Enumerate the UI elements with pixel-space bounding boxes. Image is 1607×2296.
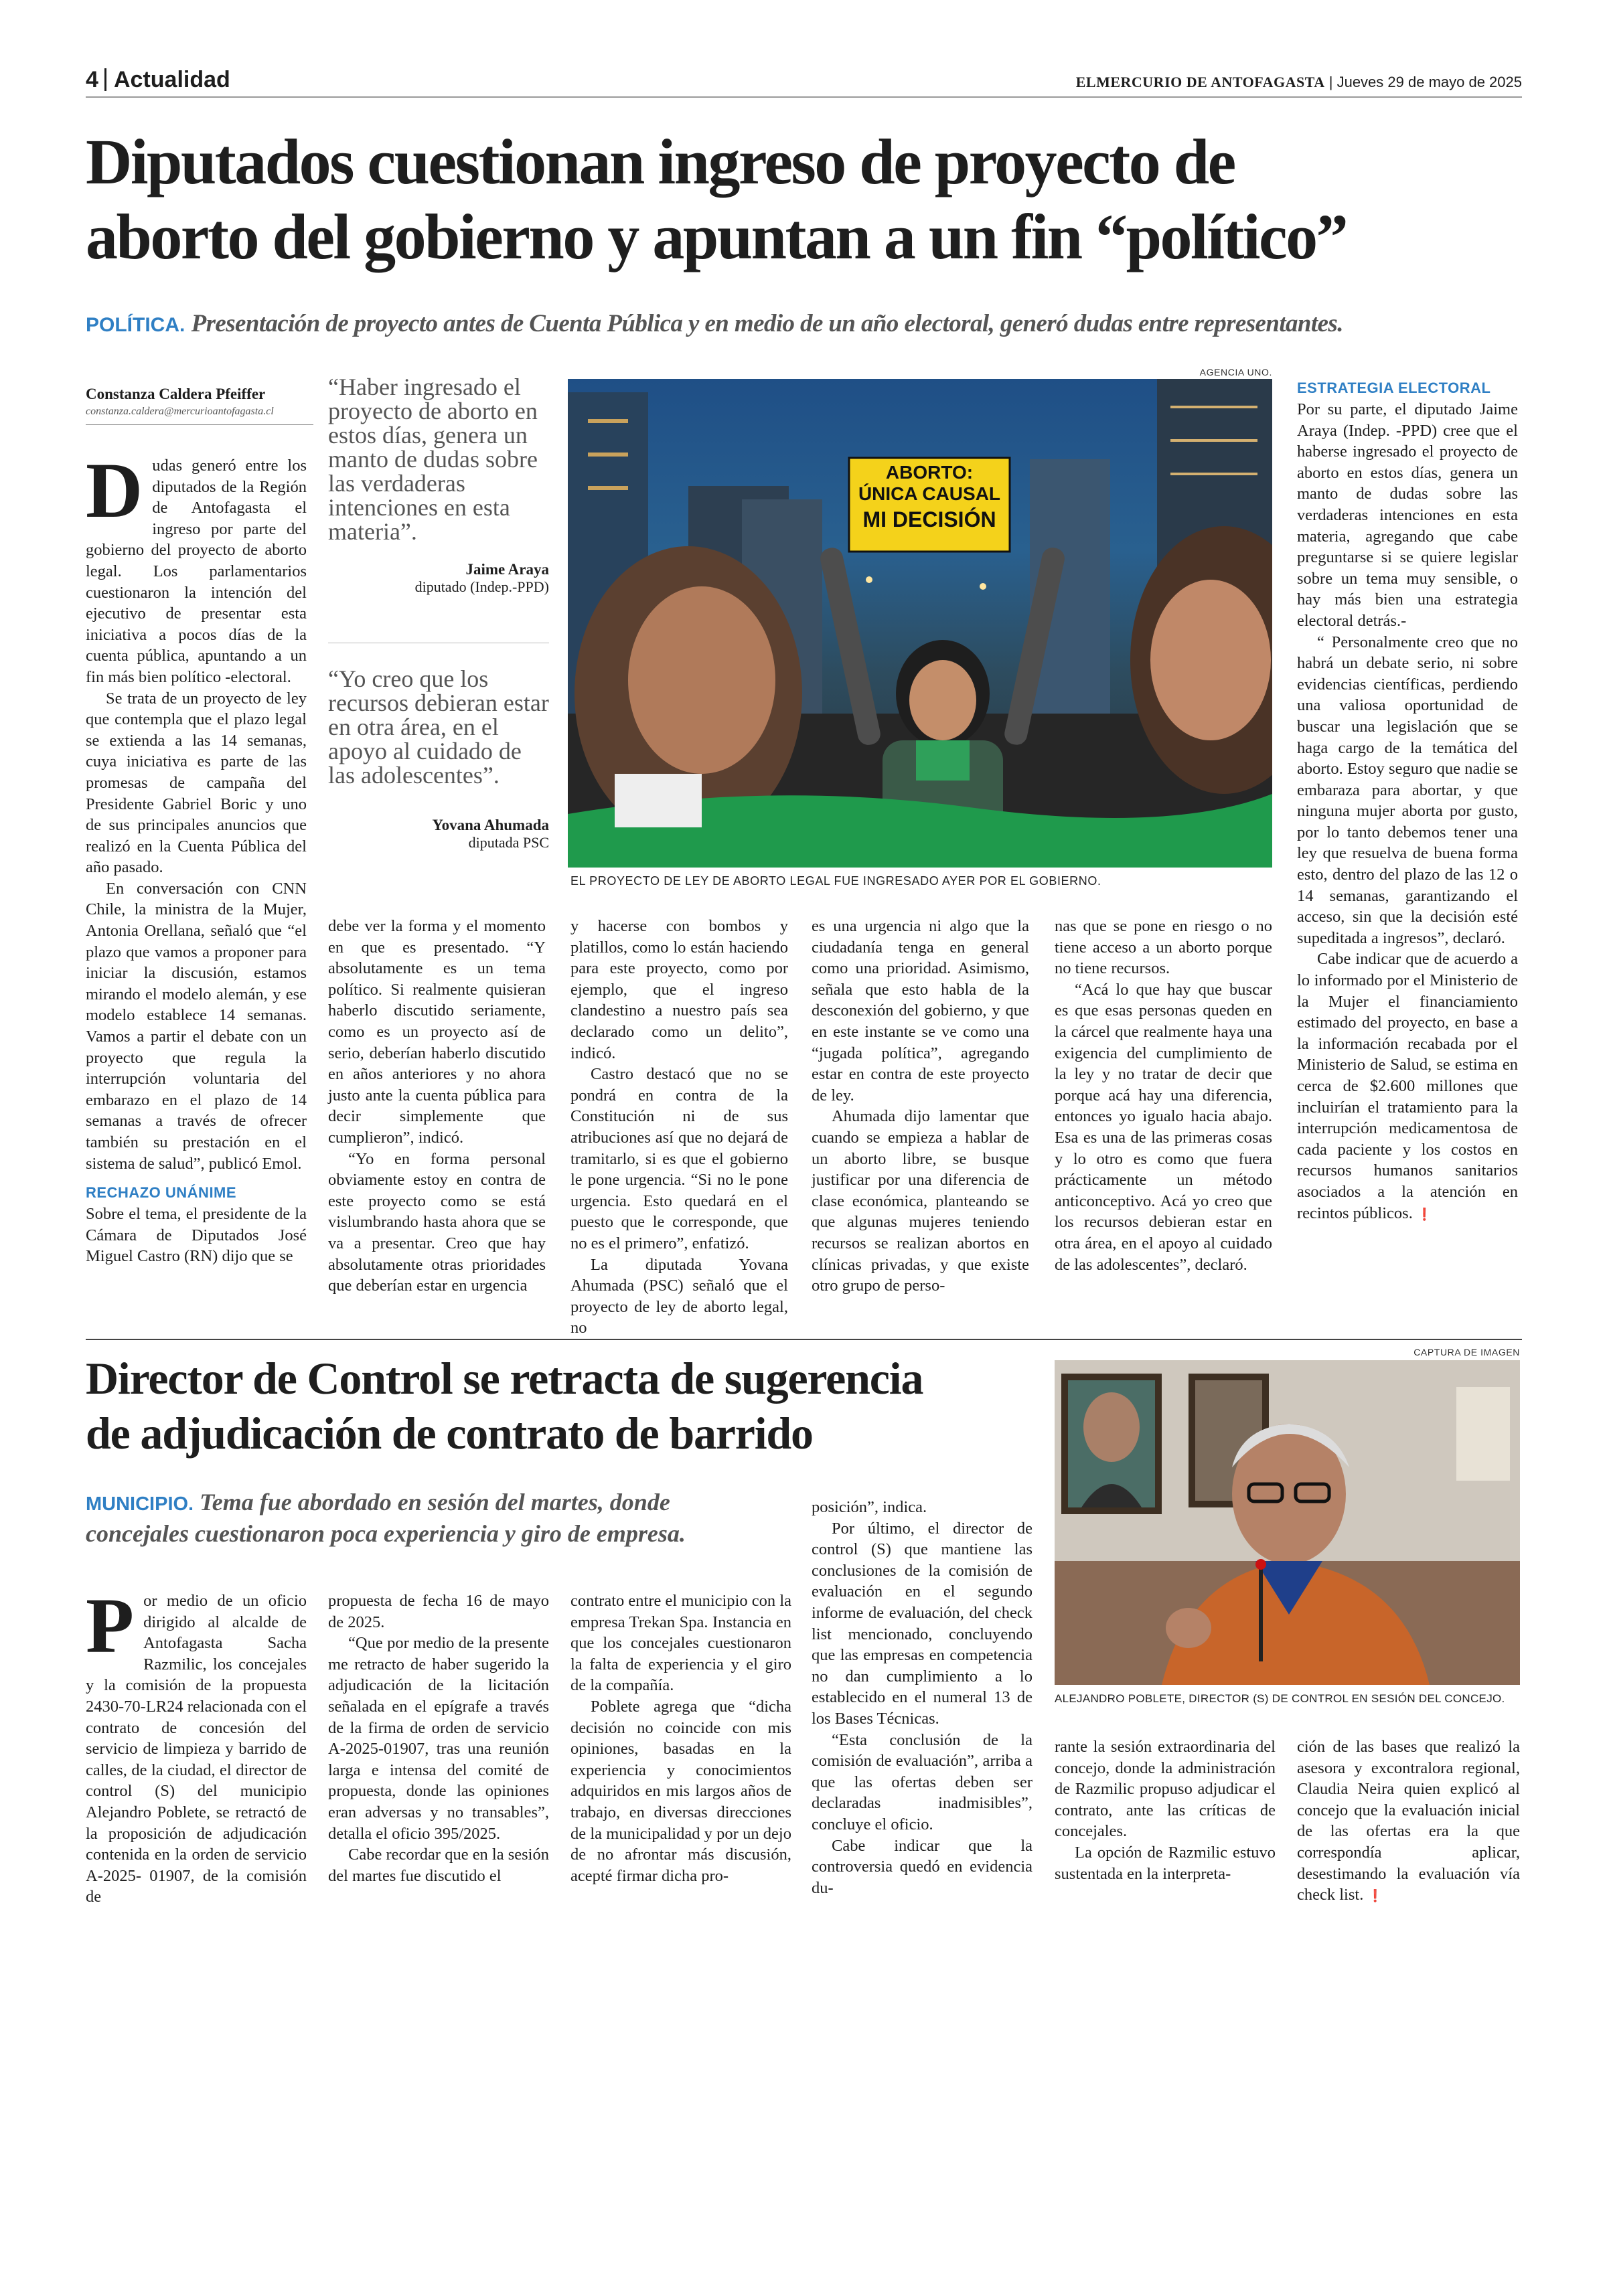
article2-deck-line1-wrap [86,1487,822,1519]
paper-name: ELMERCURIO DE ANTOFAGASTA [1075,74,1325,90]
article1-col6-p2: “ Personalmente creo que no habrá un debate serio, ni sobre evidencias científicas, perdiendo una valiosa oportunidad de buscar una legislación que se haga cargo de la temática del aborto. Estoy seguro que nadie se embaraza para abortar, y que ninguna mujer aborta por gusto, por lo tanto debemos tener una ley que resuelva de buena forma esto, dentro del plazo de las 12 o 14 semanas, garantizando el acceso, sin que la decisión esté supeditada a ingresos”, declaró. [1297,633,1518,947]
subhead-estrategia: ESTRATEGIA ELECTORAL [1297,380,1491,396]
pull-quote-2-text: “Yo creo que los recursos debieran estar en otra área, en el apoyo al cuidado de las adolescentes”. [328,665,549,789]
pull-quote-1-text: “Haber ingresado el proyecto de aborto en estos días, genera un manto de dudas sobre las verdaderas intenciones en esta materia”. [328,374,538,545]
article1-col6-p1: Por su parte, el diputado Jaime Araya (Indep. -PPD) cree que el haberse ingresado el proyecto de aborto en estos días, genera un manto de dudas sobre las verdaderas intenciones en esta materia, agregando que cabe preguntarse si se quiere legislar sobre un tema muy sensible, o hay más bien una estrategia electoral detrás.- [1297,400,1518,630]
article1-kicker: POLÍTICA. [86,314,185,336]
article2-col5-p1: rante la sesión extraordinaria del concejo, donde la administración de Razmilic propuso adjudicar el contrato, ante las críticas de concejales. [1055,1738,1276,1841]
pull-quote-1-name: Jaime Araya [465,561,549,578]
sign-line-2: ÚNICA CAUSAL [858,483,1001,504]
article2-col3-p1: contrato entre el municipio con la empresa Trekan Spa. Instancia en que los concejales cuestionaron la falta de experiencia y el giro de la compañía. [570,1592,791,1695]
article1-deck [86,309,1532,340]
article1-col1-p4: Sobre el tema, el presidente de la Cámara de Diputados José Miguel Castro (RN) dijo que se [86,1205,307,1266]
article2-headline [86,1351,1050,1461]
article1-col5-p1: nas que se pone en riesgo o no tiene acceso a un aborto porque no tiene recursos. [1055,917,1272,978]
date-separator: | [1328,74,1337,90]
article1-col4-p1: es una urgencia ni algo que la ciudadanía tenga en general como una prioridad. Asimismo, señala que esto habla de la desconexión del gobierno, y que en este instante se ve como una “jugada política”, agregando estar en contra de este proyecto de ley. [812,917,1029,1104]
end-mark-icon: ❗ [1416,1207,1432,1222]
protest-photo [568,379,1272,868]
article1-column-5 [1055,916,1272,1275]
article2-column-4 [812,1497,1032,1898]
article2-col2-p1: propuesta de fecha 16 de mayo de 2025. [328,1592,549,1631]
article2-headline-line1: Director de Control se retracta de sugerencia [86,1353,923,1404]
article2-col4-p1: posición”, indica. [812,1498,927,1516]
article-divider [86,1339,1522,1340]
article2-deck-line2: concejales cuestionaron poca experiencia y giro de empresa. [86,1520,686,1547]
page-number: 4 [86,67,98,92]
pull-quote-2 [328,667,549,851]
header-rule [86,96,1522,98]
photo1-credit: AGENCIA UNO. [1199,367,1272,378]
pull-quote-2-role: diputada PSC [468,834,549,851]
article2-dropcap: P [86,1582,135,1669]
article1-col3-p3: La diputada Yovana Ahumada (PSC) señaló que el proyecto de ley de aborto legal, no [570,1255,788,1337]
article2-col3-p2: Poblete agrega que “dicha decisión no coincide con mis opiniones, basadas en la experiencia y conocimientos adquiridos en mis largos años de trabajo, en diversas direcciones de la municipalidad y por un dejo de no afrontar más discusión, acepté firmar dicha pro- [570,1697,791,1885]
sign-line-1: ABORTO: [885,462,974,483]
article1-dropcap: D [86,446,143,534]
article1-col6-p3: Cabe indicar que de acuerdo a lo informado por el Ministerio de la Mujer el financiamiento estimado del proyecto, en base a la información recabada por el Ministerio de Salud, se estima en cerca de $2.600 millones que incluirían el tratamiento para la interrupción medicamentosa de cada paciente y los costos en recursos humanos sanitarios asociados a la atención en recintos públicos. [1297,950,1518,1222]
article2-col5-p2: La opción de Razmilic estuvo sustentada en la interpreta- [1055,1843,1276,1883]
article2-col2-p2: “Que por medio de la presente me retracto de haber sugerido la adjudicación de la licitación señalada en el epígrafe a través de la firma de orden de servicio A-2025-01907, tras una reunión larga e intensa del comité de propuesta, donde las opiniones eran adversas y no transables”, detalla el oficio 395/2025. [328,1634,549,1843]
article1-column-3 [570,916,788,1339]
sign-line-3: MI DECISIÓN [862,507,996,531]
article1-column-1 [86,446,307,1267]
article1-deck-text: Presentación de proyecto antes de Cuenta Pública y en medio de un año electoral, generó dudas entre representantes. [191,310,1343,337]
article2-column-3 [570,1590,791,1886]
article1-column-4 [812,916,1029,1297]
article1-headline-line2: aborto del gobierno y apuntan a un fin “político” [86,201,1347,272]
header-separator [104,68,106,91]
page-header [86,66,1522,98]
masthead-info [1076,74,1522,91]
article1-headline [86,125,1532,274]
article1-col2-p1: debe ver la forma y el momento en que es presentado. “Y absolutamente es un tema político. Si realmente quisieran haberlo discutido seriamente, como es un proyecto así de serio, deberían haberlo discutido en años anteriores y no ahora justo ante la cuenta pública para decir simplemente que cumplieron”, indicó. [328,917,546,1147]
author-email: constanza.caldera@mercurioantofagasta.cl [86,406,274,417]
article2-col2-p3: Cabe recordar que en la sesión del martes fue discutido el [328,1846,549,1885]
article2-col4-p2: Por último, el director de control (S) que mantiene las conclusiones de la comisión de evaluación en el segundo informe de evaluación, del check list mencionado, concluyendo que las empresas en competencia no dan cumplimiento a lo establecido en el numeral 13 de los Bases Técnicas. [812,1519,1032,1728]
subhead-rechazo: RECHAZO UNÁNIME [86,1184,237,1202]
article2-deck [86,1487,822,1548]
article1-col1-p2: Se trata de un proyecto de ley que contempla que el plazo legal se extienda a las 14 semanas, cuya iniciativa es parte de las promesas de campaña del Presidente Gabriel Boric y uno de sus principales anuncios que realizó en la Cuenta Pública del año pasado. [86,689,307,877]
article2-column-1 [86,1582,307,1908]
article2-deck-line1: Tema fue abordado en sesión del martes, donde [200,1489,670,1515]
article1-col3-p1: y hacerse con bombos y platillos, como lo están haciendo para este proyecto, como por ejemplo, que el ingreso clandestino a nuestro país sea declarado como un delito”, indicó. [570,917,788,1062]
photo2-credit: CAPTURA DE IMAGEN [1413,1347,1520,1358]
article1-column-6 [1297,379,1518,1225]
photo2-caption: ALEJANDRO POBLETE, DIRECTOR (S) DE CONTROL EN SESIÓN DEL CONCEJO. [1055,1692,1505,1705]
article1-headline-line1: Diputados cuestionan ingreso de proyecto de [86,126,1235,197]
article2-headline-line2: de adjudicación de contrato de barrido [86,1408,813,1459]
article1-col2-p2: “Yo en forma personal obviamente estoy en contra de este proyecto como se está vislumbrando hasta ahora que se va a presentar. Creo que hay absolutamente otras prioridades que deberían estar en urgencia [328,1149,546,1295]
article2-col4-p3: “Esta conclusión de la comisión de evaluación”, arriba a que las ofertas deben ser declaradas inadmisibles”, concluye el oficio. [812,1730,1032,1833]
article1-col1-p1: udas generó entre los diputados de la Región de Antofagasta el ingreso por parte del gobierno del proyecto de aborto legal. Los parlamentarios cuestionaron la intención del ejecutivo de presentar esta iniciativa a pocos días de la cuenta pública, apuntando a un fin más bien político -electoral. [86,457,307,686]
article2-col6-p1: ción de las bases que realizó la asesora y excontralora regional, Claudia Neira quien explicó al concejo que la evaluación inicial de las ofertas era la que correspondía aplicar, desestimando la evaluación vía check list. [1297,1738,1520,1904]
poblete-photo-illustration [1055,1360,1520,1685]
author-name: Constanza Caldera Pfeiffer [86,386,266,402]
article2-column-6 [1297,1736,1520,1907]
pull-quote-2-name: Yovana Ahumada [432,817,549,833]
byline [86,384,313,425]
section-name: Actualidad [114,67,230,92]
issue-date: Jueves 29 de mayo de 2025 [1336,74,1522,90]
photo1-caption: EL PROYECTO DE LEY DE ABORTO LEGAL FUE INGRESADO AYER POR EL GOBIERNO. [570,874,1101,888]
article2-col1-p1: or medio de un oficio dirigido al alcalde de Antofagasta Sacha Razmilic, los concejales y la comisión de la propuesta 2430-70-LR24 relacionada con el contrato de concesión del servicio de limpieza y barrido de calles, de la ciudad, el director de control (S) del municipio Alejandro Poblete, se retractó de la proposición de adjudicación contenida en la orden de servicio A-2025- 01907, de la comisión de [86,1592,307,1906]
article2-kicker: MUNICIPIO. [86,1493,194,1515]
article1-col5-p2: “Acá lo que hay que buscar es que esas personas queden en la cárcel que realmente haya una exigencia del cumplimiento de la ley y no tratar de decir que porque acá hay una diferencia, entonces yo igualo hacia abajo. Esa es una de las primeras cosas y lo otro es como que fuera prácticamente un método anticonceptivo. Acá yo creo que los recursos debieran estar en otra área, en el apoyo al cuidado de las adolescentes”, declaró. [1055,980,1272,1274]
article1-col6-p3-wrap [1297,949,1518,1225]
article1-column-2 [328,916,546,1297]
article2-column-2 [328,1590,549,1886]
article2-column-5 [1055,1736,1276,1884]
pull-quote-1 [328,375,549,596]
pull-quote-1-role: diputado (Indep.-PPD) [414,578,549,595]
byline-rule [86,424,313,425]
article1-col1-p3: En conversación con CNN Chile, la ministra de la Mujer, Antonia Orellana, señaló que “el plazo que vamos a proponer para iniciar la discusión, estamos mirando el modelo alemán, y ese modelo establece 14 semanas. Vamos a partir el debate con un proyecto que regula la interrupción voluntaria del embarazo en el plazo de 14 semanas a través de ofrecer también su prestación en el sistema de salud”, publicó Emol. [86,879,307,1173]
poblete-photo [1055,1360,1520,1685]
article2-col4-p4: Cabe indicar que la controversia quedó en evidencia du- [812,1836,1032,1897]
protest-photo-illustration [568,379,1272,868]
article1-col3-p2: Castro destacó que no se pondrá en contra de la Constitución ni de sus atribuciones así que no dejará de tramitarlo, si es que el gobierno le pone urgencia. “Si no le pone urgencia. Esto quedará en el puesto que le corresponde, que no es el primero”, enfatizó. [570,1065,788,1252]
article1-col4-p2: Ahumada dijo lamentar que cuando se empieza a hablar de un aborto libre, se busque justificar por una diferencia de clase económica, planteando se que algunas mujeres teniendo recursos se realizan abortos en clínicas privadas, y que existe otro grupo de perso- [812,1107,1029,1295]
end-mark-icon-2: ❗ [1367,1889,1383,1904]
protest-sign-text [849,462,1010,530]
